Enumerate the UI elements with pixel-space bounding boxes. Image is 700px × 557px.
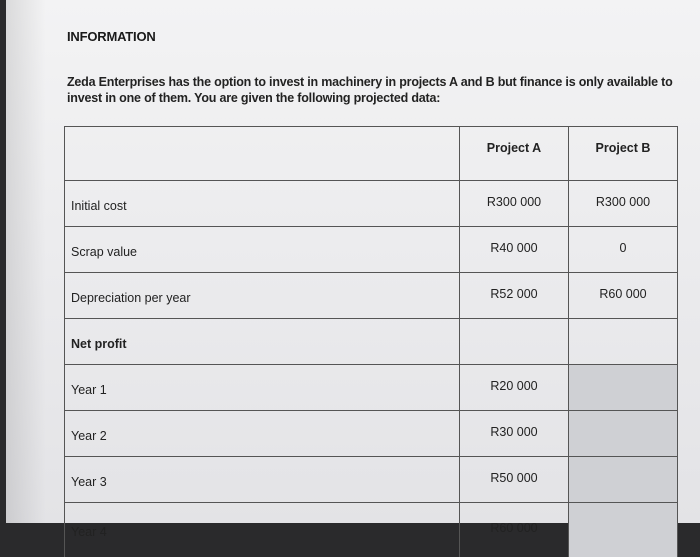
table-row — [65, 457, 678, 503]
project-b-value: R300 000 — [569, 181, 678, 227]
project-a-value: R40 000 — [460, 227, 569, 273]
section-heading: INFORMATION — [67, 29, 156, 44]
project-a-value: R300 000 — [460, 181, 569, 227]
table-row — [65, 319, 678, 365]
table-row — [65, 411, 678, 457]
document-page — [6, 0, 700, 523]
header-project-a: Project A — [460, 127, 569, 181]
project-b-value — [569, 457, 678, 503]
project-b-value: R60 000 — [569, 273, 678, 319]
row-label: Net profit — [65, 319, 460, 365]
project-a-value: R50 000 — [460, 457, 569, 503]
table-header-row — [65, 127, 678, 181]
table-row — [65, 273, 678, 319]
page-shadow — [6, 0, 46, 523]
row-label: Scrap value — [65, 227, 460, 273]
project-a-value: R60 000 — [460, 503, 569, 557]
table-row — [65, 365, 678, 411]
project-a-value: R30 000 — [460, 411, 569, 457]
row-label: Year 2 — [65, 411, 460, 457]
projected-data-table — [64, 126, 678, 557]
intro-paragraph: Zeda Enterprises has the option to invest in machinery in projects A and B but finance is only available to invest in one of them. You are given the following projected data: — [67, 74, 687, 106]
project-a-value: R52 000 — [460, 273, 569, 319]
project-b-value — [569, 503, 678, 557]
project-b-value — [569, 365, 678, 411]
project-a-value — [460, 319, 569, 365]
row-label: Year 4 — [65, 503, 460, 557]
project-b-value — [569, 319, 678, 365]
table-row — [65, 181, 678, 227]
project-b-value: 0 — [569, 227, 678, 273]
table-row — [65, 227, 678, 273]
project-a-value: R20 000 — [460, 365, 569, 411]
header-project-b: Project B — [569, 127, 678, 181]
table-row — [65, 503, 678, 557]
row-label: Depreciation per year — [65, 273, 460, 319]
row-label: Year 3 — [65, 457, 460, 503]
row-label: Year 1 — [65, 365, 460, 411]
row-label: Initial cost — [65, 181, 460, 227]
header-empty-cell — [65, 127, 460, 181]
project-b-value — [569, 411, 678, 457]
